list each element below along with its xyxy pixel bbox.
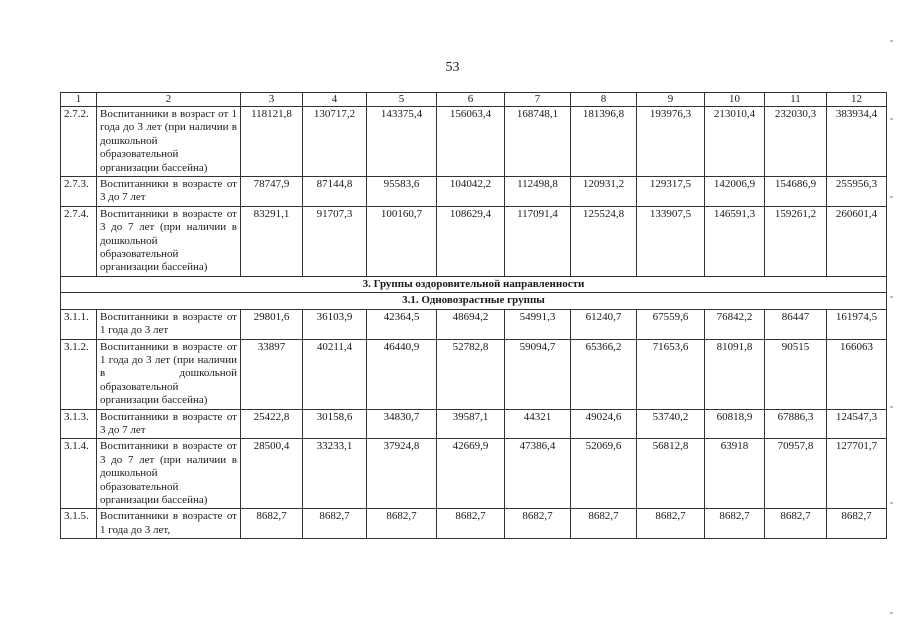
margin-mark: [890, 612, 893, 614]
value-cell: 166063: [827, 339, 887, 409]
table-row: [61, 409, 887, 439]
value-cell: 53740,2: [637, 409, 705, 439]
value-cell: 232030,3: [765, 107, 827, 177]
value-cell: 8682,7: [637, 509, 705, 539]
value-cell: 8682,7: [437, 509, 505, 539]
value-cell: 87144,8: [303, 177, 367, 207]
value-cell: 49024,6: [571, 409, 637, 439]
value-cell: 168748,1: [505, 107, 571, 177]
row-description: Воспитанники в возрасте от 3 до 7 лет (при наличии в дошкольной образовательной организации бассейна): [97, 439, 241, 509]
value-cell: 25422,8: [241, 409, 303, 439]
value-cell: 33897: [241, 339, 303, 409]
row-code: 3.1.3.: [61, 409, 97, 439]
margin-mark: [890, 296, 893, 298]
row-description: Воспитанники в возрасте от 3 до 7 лет: [97, 177, 241, 207]
value-cell: 90515: [765, 339, 827, 409]
row-code: 2.7.4.: [61, 206, 97, 276]
value-cell: 86447: [765, 309, 827, 339]
section-row: [61, 293, 887, 309]
value-cell: 67559,6: [637, 309, 705, 339]
table-row: [61, 509, 887, 539]
row-description: Воспитанники в возрасте от 3 до 7 лет (при наличии в дошкольной образовательной организации бассейна): [97, 206, 241, 276]
table-row: [61, 177, 887, 207]
margin-mark: [890, 196, 893, 198]
table-body: [61, 93, 887, 539]
column-header: 1: [61, 93, 97, 107]
table-row: [61, 339, 887, 409]
column-header: 2: [97, 93, 241, 107]
value-cell: 95583,6: [367, 177, 437, 207]
value-cell: 125524,8: [571, 206, 637, 276]
value-cell: 213010,4: [705, 107, 765, 177]
table-row: [61, 206, 887, 276]
value-cell: 44321: [505, 409, 571, 439]
column-header: 8: [571, 93, 637, 107]
value-cell: 8682,7: [765, 509, 827, 539]
value-cell: 255956,3: [827, 177, 887, 207]
value-cell: 76842,2: [705, 309, 765, 339]
value-cell: 124547,3: [827, 409, 887, 439]
value-cell: 193976,3: [637, 107, 705, 177]
section-title: 3.1. Одновозрастные группы: [61, 293, 887, 309]
column-header: 3: [241, 93, 303, 107]
value-cell: 154686,9: [765, 177, 827, 207]
row-description: Воспитанники в возрасте от 3 до 7 лет: [97, 409, 241, 439]
value-cell: 159261,2: [765, 206, 827, 276]
column-header: 9: [637, 93, 705, 107]
column-header: 6: [437, 93, 505, 107]
value-cell: 156063,4: [437, 107, 505, 177]
row-code: 2.7.3.: [61, 177, 97, 207]
value-cell: 161974,5: [827, 309, 887, 339]
value-cell: 28500,4: [241, 439, 303, 509]
row-description: Воспитанники в возрасте от 1 года до 3 лет,: [97, 509, 241, 539]
value-cell: 36103,9: [303, 309, 367, 339]
section-title: 3. Группы оздоровительной направленности: [61, 276, 887, 292]
margin-mark: [890, 40, 893, 42]
row-code: 3.1.2.: [61, 339, 97, 409]
value-cell: 42669,9: [437, 439, 505, 509]
value-cell: 130717,2: [303, 107, 367, 177]
value-cell: 120931,2: [571, 177, 637, 207]
value-cell: 54991,3: [505, 309, 571, 339]
column-header: 7: [505, 93, 571, 107]
value-cell: 260601,4: [827, 206, 887, 276]
value-cell: 118121,8: [241, 107, 303, 177]
value-cell: 181396,8: [571, 107, 637, 177]
value-cell: 56812,8: [637, 439, 705, 509]
page-number: 53: [445, 60, 460, 75]
value-cell: 8682,7: [705, 509, 765, 539]
value-cell: 112498,8: [505, 177, 571, 207]
value-cell: 117091,4: [505, 206, 571, 276]
value-cell: 52782,8: [437, 339, 505, 409]
value-cell: 52069,6: [571, 439, 637, 509]
value-cell: 63918: [705, 439, 765, 509]
column-header: 10: [705, 93, 765, 107]
row-code: 2.7.2.: [61, 107, 97, 177]
value-cell: 34830,7: [367, 409, 437, 439]
value-cell: 108629,4: [437, 206, 505, 276]
value-cell: 127701,7: [827, 439, 887, 509]
row-description: Воспитанники в возрасте от 1 года до 3 лет (при наличии в дошкольной образовательной организации бассейна): [97, 339, 241, 409]
value-cell: 70957,8: [765, 439, 827, 509]
column-header: 5: [367, 93, 437, 107]
row-code: 3.1.1.: [61, 309, 97, 339]
table-row: [61, 439, 887, 509]
row-code: 3.1.5.: [61, 509, 97, 539]
column-header: 4: [303, 93, 367, 107]
table-row: [61, 309, 887, 339]
value-cell: 30158,6: [303, 409, 367, 439]
value-cell: 33233,1: [303, 439, 367, 509]
section-row: [61, 276, 887, 292]
tariff-table: [60, 92, 887, 539]
value-cell: 8682,7: [827, 509, 887, 539]
value-cell: 83291,1: [241, 206, 303, 276]
value-cell: 47386,4: [505, 439, 571, 509]
value-cell: 67886,3: [765, 409, 827, 439]
margin-mark: [890, 502, 893, 504]
value-cell: 8682,7: [505, 509, 571, 539]
value-cell: 29801,6: [241, 309, 303, 339]
value-cell: 104042,2: [437, 177, 505, 207]
value-cell: 60818,9: [705, 409, 765, 439]
margin-mark: [890, 118, 893, 120]
value-cell: 61240,7: [571, 309, 637, 339]
value-cell: 383934,4: [827, 107, 887, 177]
value-cell: 40211,4: [303, 339, 367, 409]
value-cell: 46440,9: [367, 339, 437, 409]
value-cell: 142006,9: [705, 177, 765, 207]
row-code: 3.1.4.: [61, 439, 97, 509]
value-cell: 146591,3: [705, 206, 765, 276]
value-cell: 100160,7: [367, 206, 437, 276]
value-cell: 39587,1: [437, 409, 505, 439]
value-cell: 37924,8: [367, 439, 437, 509]
value-cell: 65366,2: [571, 339, 637, 409]
value-cell: 129317,5: [637, 177, 705, 207]
value-cell: 8682,7: [303, 509, 367, 539]
value-cell: 78747,9: [241, 177, 303, 207]
row-description: Воспитанники в возрасте от 1 года до 3 лет: [97, 309, 241, 339]
margin-mark: [890, 406, 893, 408]
value-cell: 71653,6: [637, 339, 705, 409]
table-row: [61, 107, 887, 177]
value-cell: 48694,2: [437, 309, 505, 339]
value-cell: 42364,5: [367, 309, 437, 339]
column-header: 11: [765, 93, 827, 107]
header-row: [61, 93, 887, 107]
value-cell: 143375,4: [367, 107, 437, 177]
value-cell: 8682,7: [241, 509, 303, 539]
value-cell: 81091,8: [705, 339, 765, 409]
value-cell: 8682,7: [571, 509, 637, 539]
column-header: 12: [827, 93, 887, 107]
value-cell: 8682,7: [367, 509, 437, 539]
row-description: Воспитанники в возраст от 1 года до 3 лет (при наличии в дошкольной образовательной организации бассейна): [97, 107, 241, 177]
value-cell: 59094,7: [505, 339, 571, 409]
value-cell: 91707,3: [303, 206, 367, 276]
value-cell: 133907,5: [637, 206, 705, 276]
